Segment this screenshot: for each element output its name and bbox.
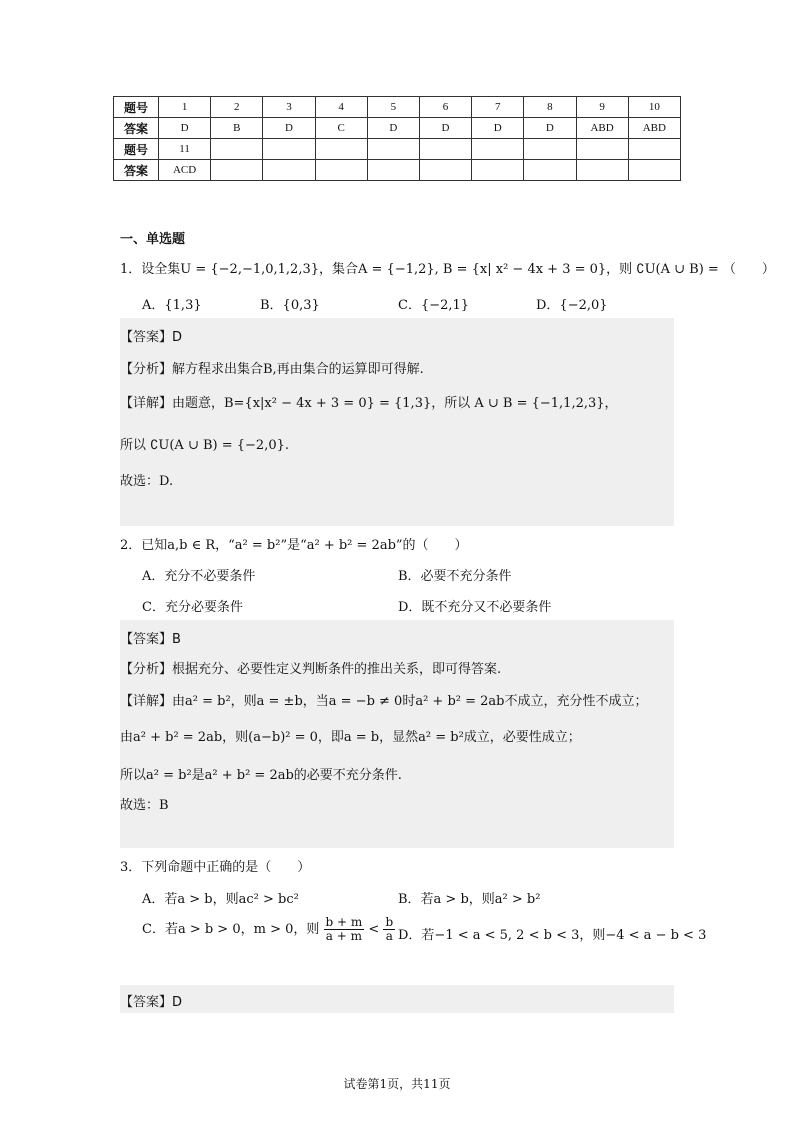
table-cell [367,160,419,181]
table-cell: D [524,118,576,139]
table-cell [211,139,263,160]
table-cell: 4 [315,97,367,118]
fraction-numerator: b + m [325,915,363,929]
solution-box-2 [120,620,674,848]
detail-line: 所以 ∁U(A ∪ B) = {−2,0}. [120,438,290,453]
table-header-cell: 题号 [114,97,159,118]
option-c-prefix: C．若a > b > 0，m > 0，则 [142,922,320,937]
solution-box-3 [120,985,674,1013]
question-2-option-b: B．必要不充分条件 [398,569,512,584]
table-row [114,139,681,160]
question-2-stem: 2．已知a,b ∈ R，“a² = b²”是“a² + b² = 2ab”的（ ） [120,538,468,553]
table-cell: 5 [367,97,419,118]
table-cell: D [159,118,211,139]
table-cell [263,160,315,181]
table-cell [419,160,471,181]
question-2-option-c: C．充分必要条件 [142,600,243,615]
table-cell [472,139,524,160]
detail-line: 【详解】由题意，B={x|x² − 4x + 3 = 0} = {1,3}，所以 A ∪ B = {−1,1,2,3}， [120,396,618,411]
fraction [324,916,365,943]
table-cell: 2 [211,97,263,118]
table-header-cell: 题号 [114,139,159,160]
table-cell [576,139,628,160]
table-cell [315,160,367,181]
question-3-option-c [142,916,395,943]
table-cell [263,139,315,160]
table-cell: C [315,118,367,139]
question-3-option-b: B．若a > b，则a² > b² [398,892,541,907]
question-1-option-b: B．{0,3} [260,298,320,313]
table-cell [628,139,680,160]
answer-line: 【答案】D [120,330,183,345]
analysis-line: 【分析】根据充分、必要性定义判断条件的推出关系，即可得答案. [120,662,502,677]
table-cell: D [367,118,419,139]
question-1-option-d: D．{−2,0} [536,298,608,313]
table-cell [628,160,680,181]
page-footer: 试卷第1页，共11页 [343,1077,451,1091]
table-row [114,118,681,139]
solution-box-1 [120,318,674,526]
question-1-option-c: C．{−2,1} [398,298,470,313]
question-2-option-a: A．充分不必要条件 [142,569,256,584]
table-cell: ABD [628,118,680,139]
conclusion-line: 故选：D. [120,474,174,489]
table-cell: B [211,118,263,139]
table-cell: 9 [576,97,628,118]
table-cell [524,139,576,160]
conclusion-line: 故选：B [120,798,169,813]
table-cell: 3 [263,97,315,118]
table-cell [472,160,524,181]
table-cell: 10 [628,97,680,118]
section-title: 一、单选题 [120,232,186,247]
detail-line: 【详解】由a² = b²，则a = ±b，当a = −b ≠ 0时a² + b² = 2ab不成立，充分性不成立； [120,694,648,709]
question-3-stem: 3．下列命题中正确的是（ ） [120,860,311,875]
answer-table [113,96,681,181]
question-3-option-a: A．若a > b，则ac² > bc² [142,892,299,907]
table-cell [576,160,628,181]
answer-line: 【答案】B [120,632,181,647]
fraction-numerator: b [385,915,394,929]
table-cell: ABD [576,118,628,139]
less-than-sign: < [368,922,380,937]
question-1-option-a: A．{1,3} [142,298,202,313]
table-cell [211,160,263,181]
table-row [114,160,681,181]
table-cell [524,160,576,181]
table-cell: D [419,118,471,139]
fraction [383,916,395,943]
table-header-cell: 答案 [114,160,159,181]
answer-line: 【答案】D [120,995,183,1010]
table-cell [367,139,419,160]
table-cell: 6 [419,97,471,118]
table-cell: D [263,118,315,139]
table-header-cell: 答案 [114,118,159,139]
table-cell: 11 [159,139,211,160]
detail-line: 由a² + b² = 2ab，则(a−b)² = 0，即a = b，显然a² = b²成立，必要性成立； [120,730,581,745]
fraction-denominator: a + m [325,929,362,943]
question-1-stem: 1．设全集U = {−2,−1,0,1,2,3}，集合A = {−1,2}, B = {x| x² − 4x + 3 = 0}，则 ∁U(A ∪ B) = （ ） [120,262,775,277]
analysis-line: 【分析】解方程求出集合B,再由集合的运算即可得解. [120,362,424,377]
table-row [114,97,681,118]
table-cell [419,139,471,160]
table-cell: 8 [524,97,576,118]
question-2-option-d: D．既不充分又不必要条件 [398,600,552,615]
table-cell: ACD [159,160,211,181]
table-cell: 7 [472,97,524,118]
table-cell [315,139,367,160]
detail-line: 所以a² = b²是a² + b² = 2ab的必要不充分条件. [120,768,402,783]
fraction-denominator: a [385,929,393,943]
table-cell: 1 [159,97,211,118]
table-cell: D [472,118,524,139]
question-3-option-d: D．若−1 < a < 5, 2 < b < 3，则−4 < a − b < 3 [398,928,707,943]
